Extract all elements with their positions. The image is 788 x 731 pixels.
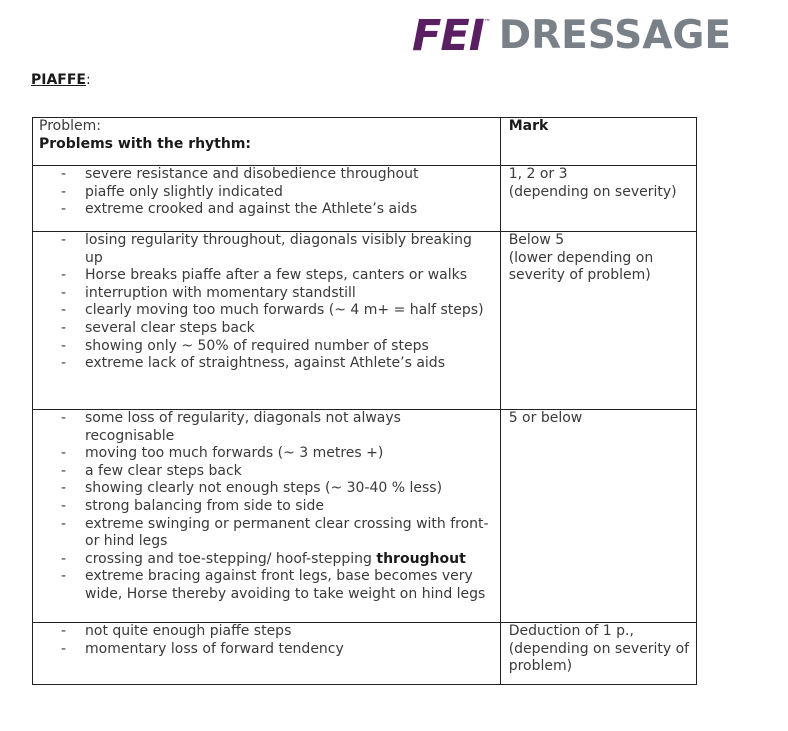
list-item: - severe resistance and disobedience throughout bbox=[39, 166, 494, 184]
mark-note: (depending on severity) bbox=[508, 183, 677, 200]
list-item: - showing only ~ 50% of required number of steps bbox=[39, 338, 494, 356]
list-item: - moving too much forwards (~ 3 metres +) bbox=[39, 445, 494, 463]
mark-cell bbox=[500, 410, 696, 623]
mark-cell bbox=[500, 232, 696, 410]
logo-fei-text: FEI bbox=[412, 11, 484, 61]
problem-label: Problem: bbox=[39, 118, 101, 134]
list-item: - strong balancing from side to side bbox=[39, 498, 494, 516]
list-item: - losing regularity throughout, diagonals visibly breaking up bbox=[39, 232, 494, 267]
list-item: - some loss of regularity, diagonals not always recognisable bbox=[39, 410, 494, 445]
problem-cell bbox=[33, 166, 501, 232]
problem-cell bbox=[33, 623, 501, 685]
problem-list bbox=[39, 232, 494, 373]
problem-list bbox=[39, 623, 494, 658]
table-row bbox=[33, 166, 697, 232]
list-item: - showing clearly not enough steps (~ 30-40 % less) bbox=[39, 480, 494, 498]
mark-label: Mark bbox=[508, 118, 549, 134]
problem-list bbox=[39, 166, 494, 219]
table-row bbox=[33, 410, 697, 623]
table-row bbox=[33, 623, 697, 685]
list-item: - a few clear steps back bbox=[39, 463, 494, 481]
mark-cell bbox=[500, 166, 696, 232]
mark-note: (lower depending on severity of problem) bbox=[508, 249, 654, 284]
problem-cell bbox=[33, 232, 501, 410]
logo-dressage-text: DRESSAGE bbox=[498, 13, 732, 58]
list-item: - Horse breaks piaffe after a few steps, canters or walks bbox=[39, 267, 494, 285]
list-item: - extreme bracing against front legs, base becomes very wide, Horse thereby avoiding to take weight on hind legs bbox=[39, 568, 494, 603]
list-item: - not quite enough piaffe steps bbox=[39, 623, 494, 641]
fei-dressage-logo bbox=[412, 11, 732, 61]
section-title-colon: : bbox=[86, 72, 91, 88]
problem-cell bbox=[33, 410, 501, 623]
header-mark-cell bbox=[500, 118, 696, 166]
section-title-text: PIAFFE bbox=[31, 72, 86, 88]
list-item-text: crossing and toe-stepping/ hoof-stepping bbox=[85, 550, 377, 567]
mark-note: (depending on severity of problem) bbox=[508, 640, 690, 675]
table-header-row bbox=[33, 118, 697, 166]
problem-category-title: Problems with the rhythm: bbox=[39, 135, 252, 152]
mark-value: Below 5 bbox=[508, 232, 565, 248]
list-item: - momentary loss of forward tendency bbox=[39, 641, 494, 659]
list-item-emphasis: throughout bbox=[376, 550, 466, 567]
list-item: - extreme swinging or permanent clear crossing with front- or hind legs bbox=[39, 516, 494, 551]
problem-list bbox=[39, 410, 494, 604]
list-item bbox=[39, 551, 494, 569]
list-item: - clearly moving too much forwards (~ 4 m+ = half steps) bbox=[39, 302, 494, 320]
header-problem-cell bbox=[33, 118, 501, 166]
list-item: - several clear steps back bbox=[39, 320, 494, 338]
mark-value: Deduction of 1 p., bbox=[508, 623, 634, 639]
table-row bbox=[33, 232, 697, 410]
logo-trademark: ™ bbox=[483, 18, 491, 26]
judging-table bbox=[32, 117, 697, 685]
list-item: - extreme crooked and against the Athlete’s aids bbox=[39, 201, 494, 219]
list-item: - interruption with momentary standstill bbox=[39, 285, 494, 303]
section-title bbox=[31, 72, 91, 88]
list-item: - extreme lack of straightness, against Athlete’s aids bbox=[39, 355, 494, 373]
mark-value: 5 or below bbox=[508, 410, 583, 426]
list-item: - piaffe only slightly indicated bbox=[39, 184, 494, 202]
mark-value: 1, 2 or 3 bbox=[508, 166, 568, 182]
mark-cell bbox=[500, 623, 696, 685]
